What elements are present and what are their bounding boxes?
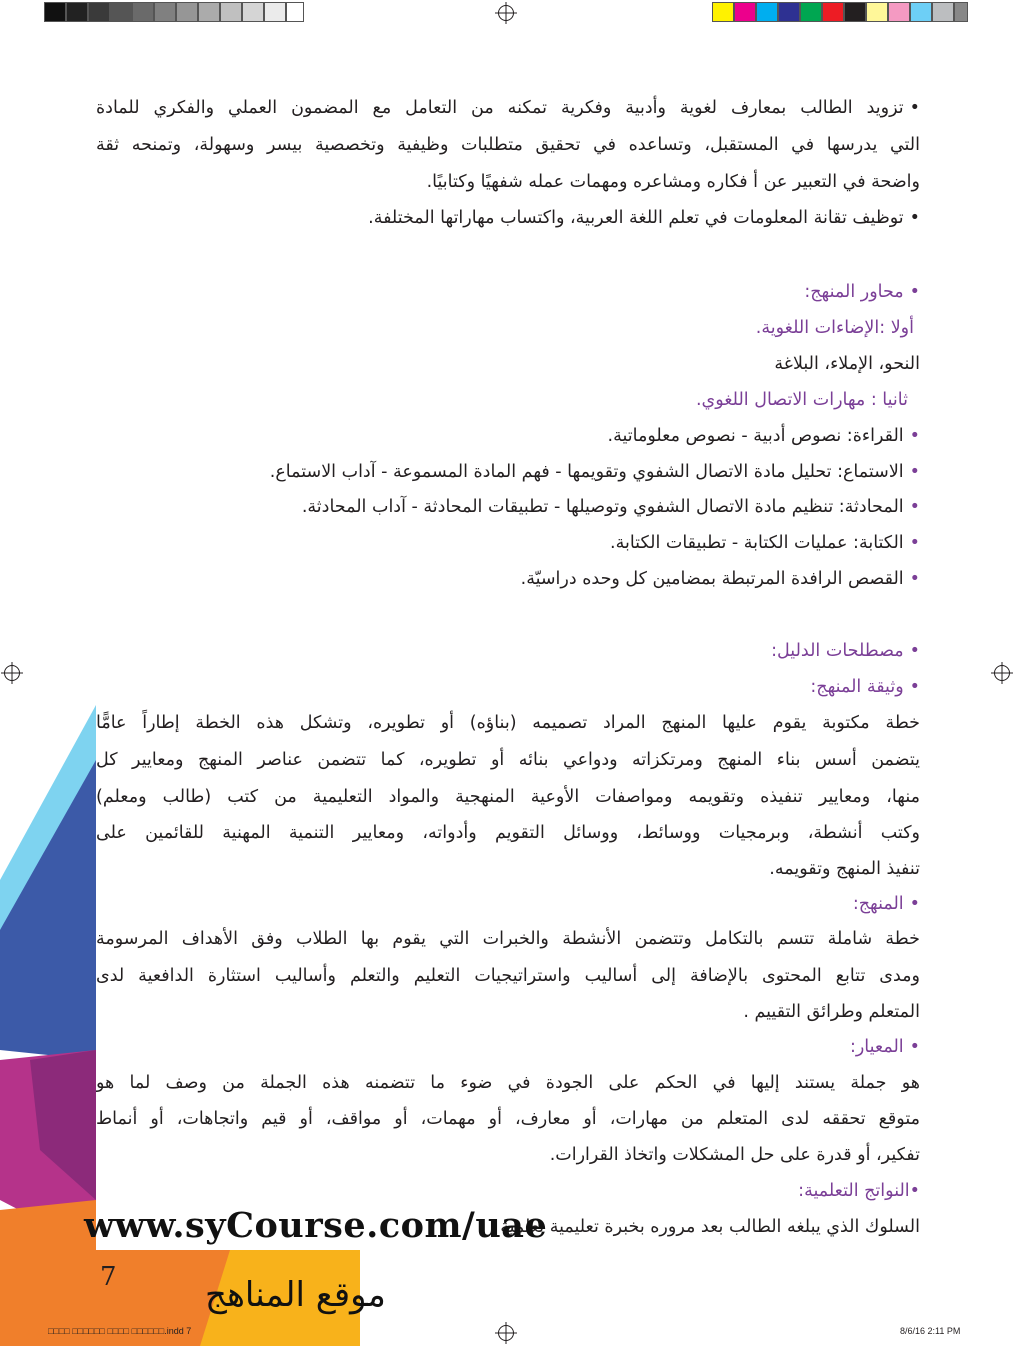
- curriculum-line-3: المتعلم وطرائق التقييم .: [743, 1002, 920, 1022]
- doc-line-5: تنفيذ المنهج وتقويمه.: [769, 859, 920, 879]
- text: المنهج:: [852, 894, 904, 914]
- axes-first-items: النحو، الإملاء، البلاغة: [774, 354, 920, 374]
- axes-item-stories: [96, 564, 920, 594]
- doc-line-4: وكتب أنشطة، وبرمجيات ووسائط، ووسائل التقويم وأدواته، ومعايير التنمية المهنية للقائمين على: [96, 823, 920, 843]
- page-number: 7: [100, 1262, 117, 1292]
- text: الاستماع: تحليل مادة الاتصال الشفوي وتقويمها - فهم المادة المسموعة - آداب الاستماع.: [269, 462, 904, 482]
- text: المعيار:: [849, 1037, 904, 1057]
- axes-item-speaking: [96, 492, 920, 522]
- footer-file: □□□□ □□□□□□ □□□□ □□□□□□.indd 7: [48, 1326, 192, 1336]
- outcomes-line: السلوك الذي يبلغه الطالب بعد مروره بخبرة تعليمية تعلمية: [500, 1217, 920, 1237]
- axes-second: ثانيا : مهارات الاتصال اللغوي.: [695, 390, 908, 410]
- text: توظيف تقانة المعلومات في تعلم اللغة العربية، واكتساب مهاراتها المختلفة.: [368, 208, 904, 228]
- curriculum-line-1: خطة شاملة تتسم بالتكامل وتتضمن الأنشطة والخبرات التي يقوم بها الطلاب وفق الأهداف المرسومة: [96, 929, 920, 949]
- axes-heading: [96, 277, 920, 307]
- registration-mark-top: [498, 5, 514, 21]
- axes-first: أولا :الإضاءات اللغوية.: [755, 318, 914, 338]
- curriculum-title: [96, 889, 920, 919]
- registration-mark-right: [994, 665, 1010, 681]
- goal-bullet-1-line-2: التي يدرسها في المستقبل، وتساعده في تحقيق متطلبات وظيفية وتخصصية بيسر وسهولة، وتمنحه ثقة: [96, 135, 920, 155]
- text: المحادثة: تنظيم مادة الاتصال الشفوي وتوصيلها - تطبيقات المحادثة - آداب المحادثة.: [301, 497, 904, 517]
- doc-title: [96, 672, 920, 702]
- axes-item-writing: [96, 528, 920, 558]
- watermark-url: www.syCourse.com/uae: [84, 1205, 548, 1246]
- goal-bullet-1-line-3: واضحة في التعبير عن أ فكاره ومشاعره ومهمات عمله شفهيًا وكتابيًا.: [426, 172, 920, 192]
- text: تزويد الطالب بمعارف لغوية وأدبية وفكرية تمكنه من التعامل مع المضمون العملي والفكري للمادة: [96, 98, 904, 118]
- registration-mark-bottom: [498, 1325, 514, 1341]
- terms-heading: [96, 636, 920, 666]
- standard-line-1: هو جملة يستند إليها في الحكم على الجودة في ضوء ما تتضمنه هذه الجملة من وصف لما هو: [96, 1073, 920, 1093]
- text: وثيقة المنهج:: [810, 677, 904, 697]
- doc-line-1: خطة مكتوبة يقوم عليها المنهج المراد تصميمه (بناؤه) أو تطويره، وتشكل هذه الخطة إطاراً عامًّا: [96, 713, 920, 733]
- text: النواتج التعلمية:: [798, 1181, 910, 1201]
- text: القراءة: نصوص أدبية - نصوص معلوماتية.: [607, 426, 904, 446]
- watermark-site-name: موقع المناهج: [205, 1275, 386, 1315]
- curriculum-line-2: ومدى تتابع المحتوى بالإضافة إلى أساليب واستراتيجيات التعليم والتعلم وأساليب استثارة الدافعية لدى: [96, 966, 920, 986]
- shape-orange: [0, 1200, 96, 1346]
- standard-title: [96, 1032, 920, 1062]
- axes-item-listening: [96, 457, 920, 487]
- axes-item-reading: [96, 421, 920, 451]
- text: محاور المنهج:: [804, 282, 904, 302]
- goal-bullet-2: [96, 203, 920, 233]
- text: القصص الرافدة المرتبطة بمضامين كل وحده دراسيّة.: [520, 569, 904, 589]
- goal-bullet-1-line-1: [96, 93, 920, 123]
- doc-line-3: منها، ومعايير تنفيذه وتقويمه ومواصفات الأوعية المنهجية والمواد التعليمية من كتب (طالب ومعلم): [96, 787, 920, 807]
- text: مصطلحات الدليل:: [771, 641, 904, 661]
- standard-line-3: تفكير، أو قدرة على حل المشكلات واتخاذ القرارات.: [549, 1145, 920, 1165]
- doc-line-2: يتضمن أسس بناء المنهج ومرتكزاته ودواعي بنائه أو تطويره، كما تتضمن عناصر المنهج ومعايير كل: [96, 750, 920, 770]
- footer-date: 8/6/16 2:11 PM: [900, 1326, 961, 1336]
- text: الكتابة: عمليات الكتابة - تطبيقات الكتابة.: [610, 533, 904, 553]
- outcomes-title: •النواتج التعلمية:: [798, 1181, 920, 1201]
- standard-line-2: متوقع تحققه لدى المتعلم من مهارات، أو معارف، أو مهمات، أو مواقف، أو قيم واتجاهات، أو أنماط: [96, 1109, 920, 1129]
